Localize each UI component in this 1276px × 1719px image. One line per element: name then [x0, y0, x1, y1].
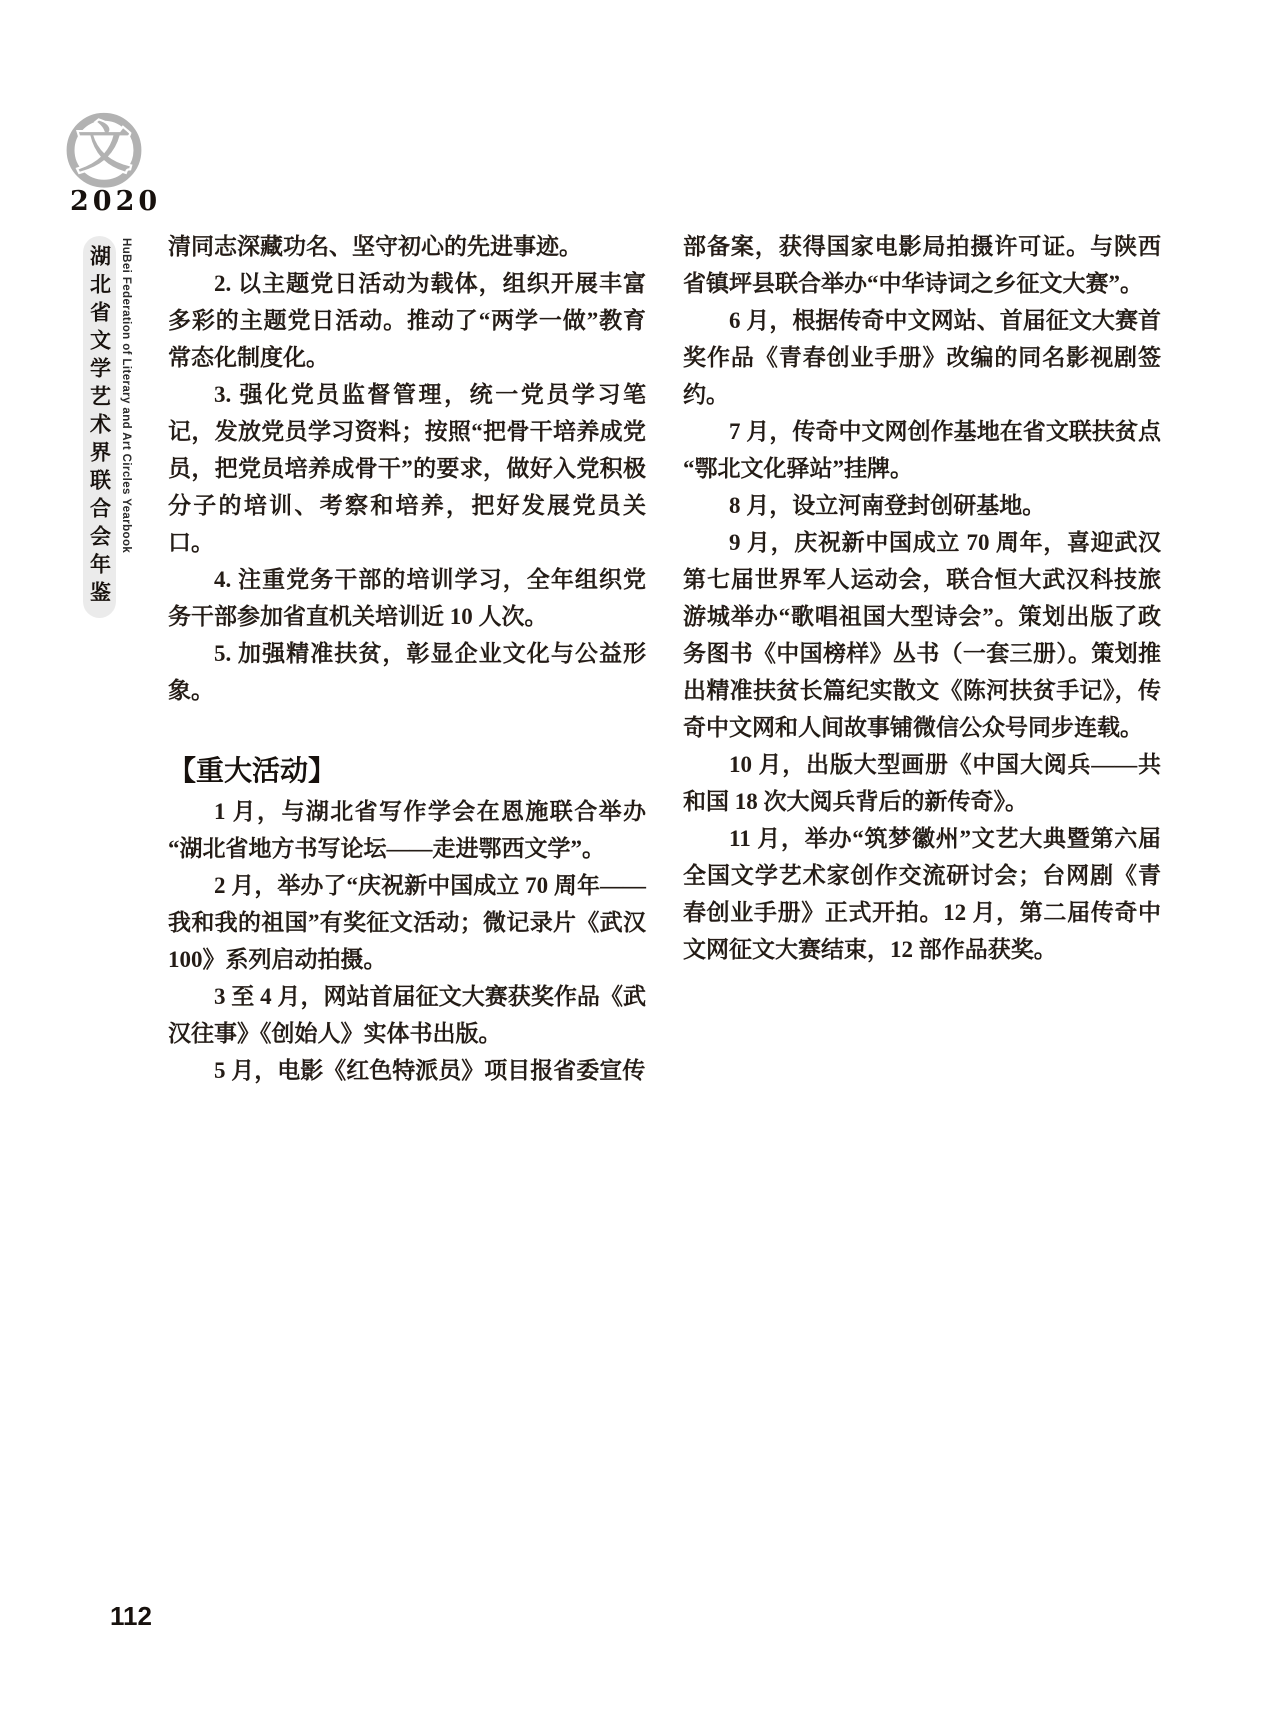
paragraph-continuation: 清同志深藏功名、坚守初心的先进事迹。	[168, 234, 582, 259]
paragraph: 5. 加强精准扶贫，彰显企业文化与公益形象。	[168, 641, 646, 703]
edition-year: 2020	[70, 186, 162, 217]
paragraph: 9 月，庆祝新中国成立 70 周年，喜迎武汉第七届世界军人运动会，联合恒大武汉科技旅游城举办“歌唱祖国大型诗会”。策划出版了政务图书《中国榜样》丛书（一套三册）。策划推出精准扶贫长篇纪实散文《陈河扶贫手记》，传奇中文网和人间故事铺微信公众号同步连载。	[683, 530, 1161, 740]
paragraph-continuation: 部备案，获得国家电影局拍摄许可证。与陕西省镇坪县联合举办“中华诗词之乡征文大赛”。	[683, 234, 1161, 296]
paragraph: 3 至 4 月，网站首届征文大赛获奖作品《武汉往事》《创始人》实体书出版。	[168, 984, 646, 1046]
paragraph: 2. 以主题党日活动为载体，组织开展丰富多彩的主题党日活动。推动了“两学一做”教育常态化制度化。	[168, 271, 646, 370]
svg-text:文: 文	[77, 120, 131, 179]
federation-logo-icon	[58, 108, 150, 196]
paragraph: 3. 强化党员监督管理，统一党员学习笔记，发放党员学习资料；按照“把骨干培养成党员，把党员培养成骨干”的要求，做好入党积极分子的培训、考察和培养，把好发展党员关口。	[168, 382, 646, 555]
paragraph: 4. 注重党务干部的培训学习，全年组织党务干部参加省直机关培训近 10 人次。	[168, 567, 646, 629]
section-heading-major-activities: 【重大活动】	[168, 755, 337, 786]
left-column	[168, 228, 646, 1089]
paragraph: 7 月，传奇中文网创作基地在省文联扶贫点“鄂北文化驿站”挂牌。	[683, 419, 1161, 481]
sidebar-title-english: HuBei Federation of Literary and Art Circles Yearbook	[120, 238, 132, 554]
paragraph: 1 月，与湖北省写作学会在恩施联合举办“湖北省地方书写论坛——走进鄂西文学”。	[168, 799, 646, 861]
paragraph: 8 月，设立河南登封创研基地。	[729, 493, 1046, 518]
paragraph: 10 月，出版大型画册《中国大阅兵——共和国 18 次大阅兵背后的新传奇》。	[683, 752, 1161, 814]
sidebar-title-chinese: 湖北省文学艺术界联合会年鉴	[83, 236, 116, 618]
paragraph: 2 月，举办了“庆祝新中国成立 70 周年——我和我的祖国”有奖征文活动；微记录片《武汉 100》系列启动拍摄。	[168, 873, 646, 972]
right-column	[683, 228, 1161, 968]
paragraph: 11 月，举办“筑梦徽州”文艺大典暨第六届全国文学艺术家创作交流研讨会；台网剧《青春创业手册》正式开拍。12 月，第二届传奇中文网征文大赛结束，12 部作品获奖。	[683, 826, 1161, 962]
paragraph: 6 月，根据传奇中文网站、首届征文大赛首奖作品《青春创业手册》改编的同名影视剧签约。	[683, 308, 1161, 407]
page-number: 112	[110, 1601, 152, 1631]
paragraph: 5 月，电影《红色特派员》项目报省委宣传	[214, 1058, 646, 1083]
